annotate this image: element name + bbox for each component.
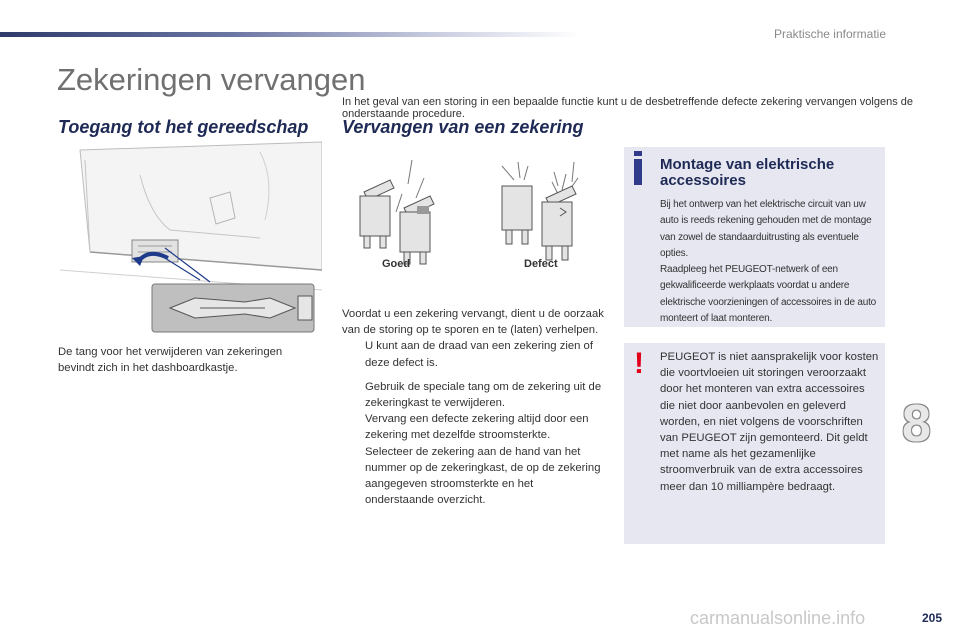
info-icon (634, 159, 642, 185)
procedure-intro: Voordat u een zekering vervangt, dient u de oorzaak van de storing op te sporen en te (laten) verhelpen. (342, 308, 604, 337)
tool-location-caption: De tang voor het verwijderen van zekeringen bevindt zich in het dashboardkastje. (58, 346, 283, 374)
watermark: carmanualsonline.info (690, 608, 866, 628)
heading-replace-fuse: Vervangen van een zekering (342, 117, 584, 137)
info-box-title: Montage van elektrische accessoires (660, 156, 835, 189)
warning-box (624, 343, 885, 544)
heading-tool-access: Toegang tot het gereedschap (58, 117, 309, 137)
header-gradient-bar (0, 32, 580, 37)
warning-icon: ! (634, 347, 644, 380)
page-number: 205 (921, 611, 942, 625)
list-item: Gebruik de speciale tang om de zekering uit de zekeringkast te verwijderen. (365, 380, 602, 410)
warning-text: PEUGEOT is niet aansprakelijk voor kosten die voortvloeien uit storingen veroorzaakt door het monteren van extra accessoires die niet door aanbevolen en geleverd worden, en niet volgens de voorschriften van PEUGEOT zijn gemonteerd. Dit geldt met name als het gezamenlijke stroomverbruik van de extra accessoires meer dan 10 milliampère bedraagt. (660, 351, 879, 493)
procedure-text (342, 306, 604, 508)
list-item: U kunt aan de draad van een zekering zien of deze defect is. (365, 340, 593, 369)
fuse-defect-label: Defect (524, 258, 558, 270)
list-item: Vervang een defecte zekering altijd door een zekering met dezelfde stroomsterkte. (365, 413, 589, 442)
info-box (624, 147, 885, 327)
info-box-text (660, 197, 880, 327)
page-title: Zekeringen vervangen (57, 62, 366, 97)
chapter-number: 8 (902, 395, 931, 453)
info-icon-dot (634, 151, 642, 156)
fuse-illustration (342, 152, 602, 277)
list-item: Selecteer de zekering aan de hand van het nummer op de zekeringkast, de op de zekering aangegeven stroomsterkte en het onderstaande overzicht. (365, 445, 601, 507)
fuse-good-label: Goed (382, 258, 411, 270)
procedure-list (342, 338, 604, 508)
intro-text: In het geval van een storing in een bepaalde functie kunt u de desbetreffende defecte zekering vervangen volgens de onderstaande procedure. (342, 96, 913, 120)
glovebox-illustration (60, 140, 322, 334)
info-paragraph-1: Bij het ontwerp van het elektrische circuit van uw auto is reeds rekening gehouden met de montage van zowel de standaarduitrusting als eventuele opties. (660, 199, 872, 259)
section-label: Praktische informatie (773, 27, 886, 41)
info-paragraph-2: Raadpleeg het PEUGEOT-netwerk of een gekwalificeerde werkplaats voordat u andere elektrische voorzieningen of accessoires in de auto monteert of laat monteren. (660, 264, 877, 325)
